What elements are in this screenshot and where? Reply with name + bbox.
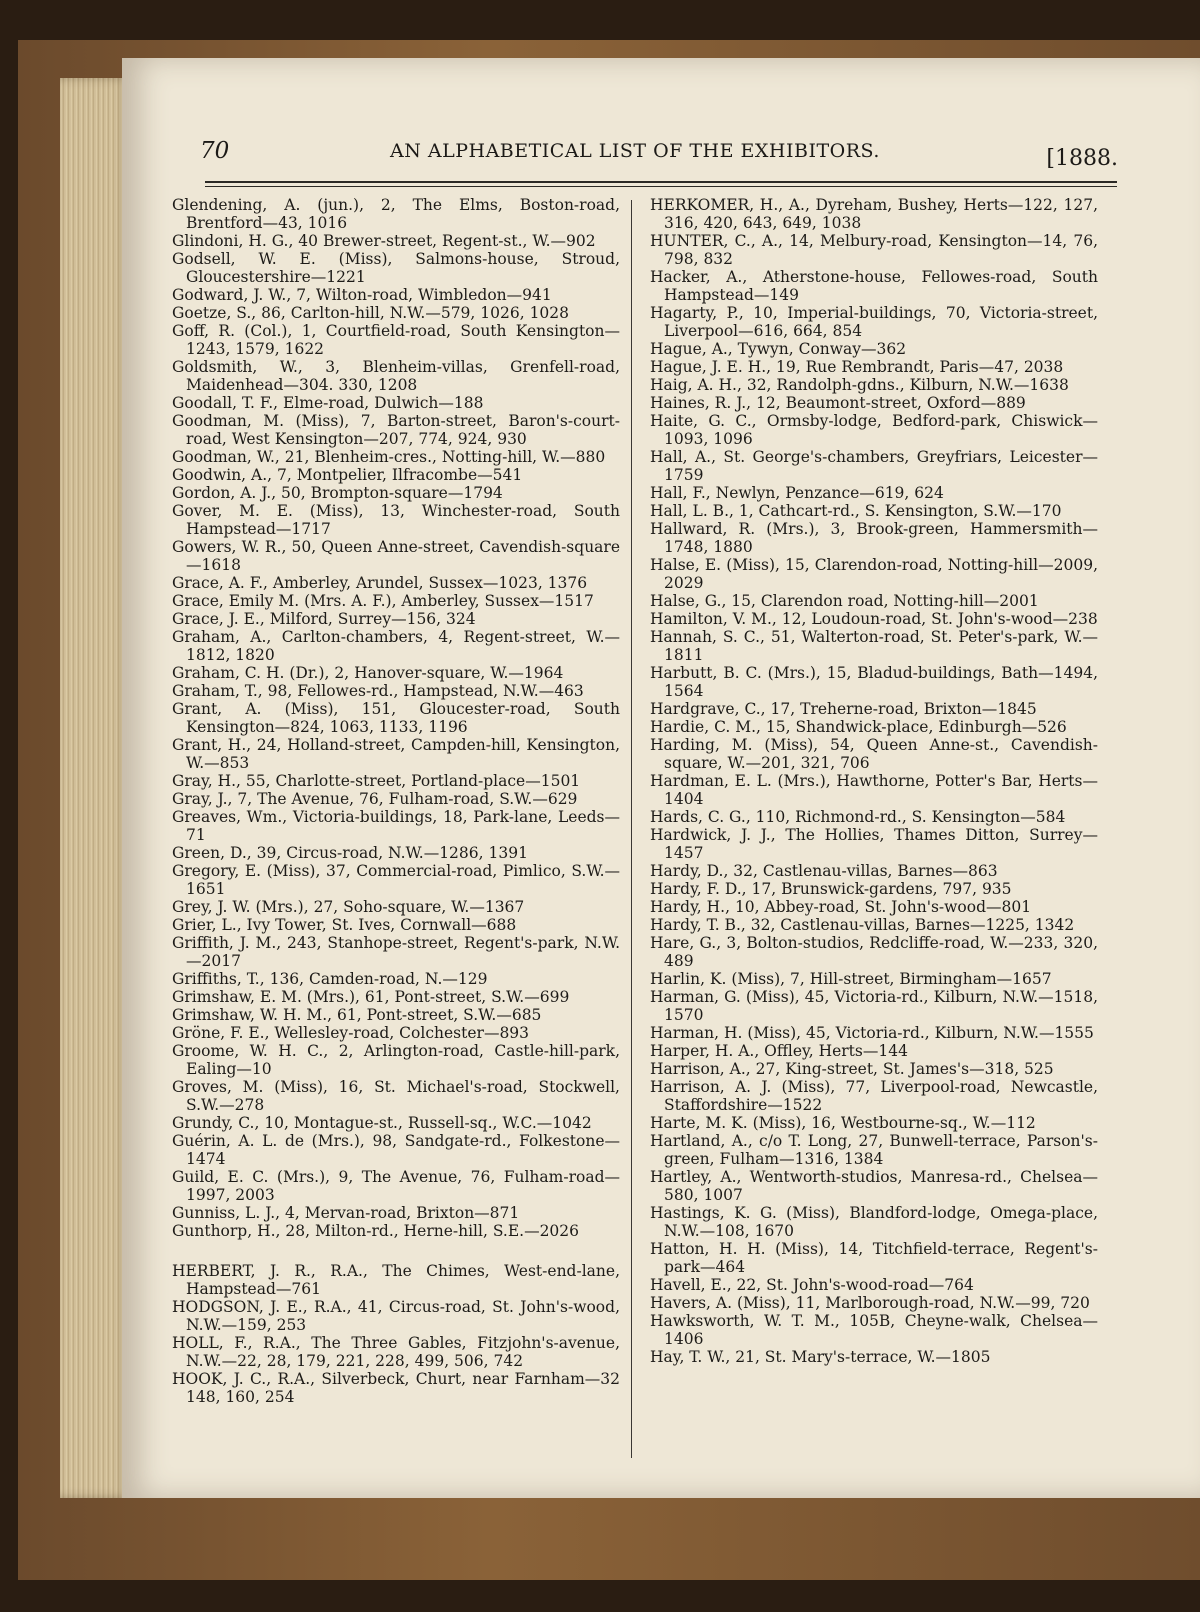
exhibitor-entry: Goodwin, A., 7, Montpelier, Ilfracombe—541 bbox=[172, 466, 523, 484]
exhibitor-entry: Green, D., 39, Circus-road, N.W.—1286, 1391 bbox=[172, 844, 528, 862]
exhibitor-entry: Harlin, K. (Miss), 7, Hill-street, Birmingham—1657 bbox=[650, 970, 1052, 988]
exhibitor-entry: Griffith, J. M., 243, Stanhope-street, Regent's-park, N.W.—2017 bbox=[172, 934, 620, 970]
column-divider bbox=[631, 200, 632, 1458]
right-entry-list bbox=[650, 196, 1098, 1366]
exhibitor-entry: Hardy, D., 32, Castlenau-villas, Barnes—863 bbox=[650, 862, 998, 880]
exhibitor-entry: HERBERT, J. R., R.A., The Chimes, West-end-lane, Hampstead—761 bbox=[172, 1262, 620, 1298]
exhibitor-entry: Hatton, H. H. (Miss), 14, Titchfield-terrace, Regent's-park—464 bbox=[650, 1240, 1098, 1276]
exhibitor-entry: Groome, W. H. C., 2, Arlington-road, Castle-hill-park, Ealing—10 bbox=[172, 1042, 620, 1078]
exhibitor-entry: Hardwick, J. J., The Hollies, Thames Ditton, Surrey—1457 bbox=[650, 826, 1098, 862]
exhibitor-entry: Graham, C. H. (Dr.), 2, Hanover-square, W.—1964 bbox=[172, 664, 564, 682]
exhibitor-entry: HUNTER, C., A., 14, Melbury-road, Kensington—14, 76, 798, 832 bbox=[650, 232, 1098, 268]
exhibitor-entry: Hardy, F. D., 17, Brunswick-gardens, 797, 935 bbox=[650, 880, 1012, 898]
exhibitor-entry: Grace, J. E., Milford, Surrey—156, 324 bbox=[172, 610, 476, 628]
exhibitor-entry: Godward, J. W., 7, Wilton-road, Wimbledon—941 bbox=[172, 286, 552, 304]
exhibitor-entry: Greaves, Wm., Victoria-buildings, 18, Park-lane, Leeds—71 bbox=[172, 808, 620, 844]
exhibitor-entry: Harding, M. (Miss), 54, Queen Anne-st., Cavendish-square, W.—201, 321, 706 bbox=[650, 736, 1098, 772]
exhibitor-entry: Goetze, S., 86, Carlton-hill, N.W.—579, 1026, 1028 bbox=[172, 304, 570, 322]
exhibitor-entry: Hardgrave, C., 17, Treherne-road, Brixton—1845 bbox=[650, 700, 1037, 718]
exhibitor-entry: Hague, J. E. H., 19, Rue Rembrandt, Paris—47, 2038 bbox=[650, 358, 1064, 376]
exhibitor-entry: Hardie, C. M., 15, Shandwick-place, Edinburgh—526 bbox=[650, 718, 1067, 736]
exhibitor-entry: Haite, G. C., Ormsby-lodge, Bedford-park, Chiswick—1093, 1096 bbox=[650, 412, 1098, 448]
exhibitor-entry: Hartley, A., Wentworth-studios, Manresa-rd., Chelsea—580, 1007 bbox=[650, 1168, 1098, 1204]
exhibitor-entry: Hacker, A., Atherstone-house, Fellowes-road, South Hampstead—149 bbox=[650, 268, 1098, 304]
exhibitor-entry: Gunthorp, H., 28, Milton-rd., Herne-hill, S.E.—2026 bbox=[172, 1222, 580, 1240]
exhibitor-entry: Graham, A., Carlton-chambers, 4, Regent-street, W.—1812, 1820 bbox=[172, 628, 620, 664]
exhibitor-entry: Halse, G., 15, Clarendon road, Notting-hill—2001 bbox=[650, 592, 1039, 610]
exhibitor-entry: Harper, H. A., Offley, Herts—144 bbox=[650, 1042, 908, 1060]
exhibitor-entry: Haines, R. J., 12, Beaumont-street, Oxford—889 bbox=[650, 394, 1026, 412]
exhibitor-entry: Hall, L. B., 1, Cathcart-rd., S. Kensington, S.W.—170 bbox=[650, 502, 1062, 520]
exhibitor-entry: Havers, A. (Miss), 11, Marlborough-road, N.W.—99, 720 bbox=[650, 1294, 1090, 1312]
exhibitor-entry: Halse, E. (Miss), 15, Clarendon-road, Notting-hill—2009, 2029 bbox=[650, 556, 1098, 592]
header-rule-thin bbox=[205, 186, 1117, 187]
exhibitor-entry: Hallward, R. (Mrs.), 3, Brook-green, Hammersmith—1748, 1880 bbox=[650, 520, 1098, 556]
exhibitor-entry: Hartland, A., c/o T. Long, 27, Bunwell-terrace, Parson's-green, Fulham—1316, 1384 bbox=[650, 1132, 1098, 1168]
exhibitor-entry: Hamilton, V. M., 12, Loudoun-road, St. John's-wood—238 bbox=[650, 610, 1098, 628]
exhibitor-entry: Groves, M. (Miss), 16, St. Michael's-road, Stockwell, S.W.—278 bbox=[172, 1078, 620, 1114]
exhibitor-entry: HODGSON, J. E., R.A., 41, Circus-road, St. John's-wood, N.W.—159, 253 bbox=[172, 1298, 620, 1334]
exhibitor-entry: Glindoni, H. G., 40 Brewer-street, Regent-st., W.—902 bbox=[172, 232, 596, 250]
exhibitor-entry: Goodall, T. F., Elme-road, Dulwich—188 bbox=[172, 394, 484, 412]
exhibitor-entry: Gordon, A. J., 50, Brompton-square—1794 bbox=[172, 484, 503, 502]
exhibitor-entry: Hannah, S. C., 51, Walterton-road, St. Peter's-park, W.—1811 bbox=[650, 628, 1098, 664]
left-entry-list bbox=[172, 196, 620, 1240]
exhibitor-entry: Hawksworth, W. T. M., 105B, Cheyne-walk, Chelsea—1406 bbox=[650, 1312, 1098, 1348]
exhibitor-entry: Goodman, M. (Miss), 7, Barton-street, Baron's-court-road, West Kensington—207, 774, 924, 930 bbox=[172, 412, 620, 448]
page-number: 70 bbox=[200, 138, 230, 164]
exhibitor-entry: Grundy, C., 10, Montague-st., Russell-sq., W.C.—1042 bbox=[172, 1114, 592, 1132]
exhibitor-entry: HOOK, J. C., R.A., Silverbeck, Churt, near Farnham—32 148, 160, 254 bbox=[172, 1370, 620, 1406]
exhibitor-entry: Grey, J. W. (Mrs.), 27, Soho-square, W.—1367 bbox=[172, 898, 525, 916]
exhibitor-entry: Harrison, A. J. (Miss), 77, Liverpool-road, Newcastle, Staffordshire—1522 bbox=[650, 1078, 1098, 1114]
exhibitor-entry: Goldsmith, W., 3, Blenheim-villas, Grenfell-road, Maidenhead—304. 330, 1208 bbox=[172, 358, 620, 394]
exhibitor-entry: Gray, J., 7, The Avenue, 76, Fulham-road, S.W.—629 bbox=[172, 790, 578, 808]
exhibitor-entry: Grace, A. F., Amberley, Arundel, Sussex—1023, 1376 bbox=[172, 574, 588, 592]
exhibitor-entry: Grace, Emily M. (Mrs. A. F.), Amberley, Sussex—1517 bbox=[172, 592, 594, 610]
page-edges bbox=[60, 78, 130, 1498]
exhibitor-entry: Grimshaw, W. H. M., 61, Pont-street, S.W.—685 bbox=[172, 1006, 542, 1024]
exhibitor-entry: Gray, H., 55, Charlotte-street, Portland-place—1501 bbox=[172, 772, 581, 790]
exhibitor-entry: Hagarty, P., 10, Imperial-buildings, 70, Victoria-street, Liverpool—616, 664, 854 bbox=[650, 304, 1098, 340]
section-gap bbox=[172, 1240, 620, 1262]
exhibitor-entry: Hards, C. G., 110, Richmond-rd., S. Kensington—584 bbox=[650, 808, 1066, 826]
exhibitor-entry: Gover, M. E. (Miss), 13, Winchester-road, South Hampstead—1717 bbox=[172, 502, 620, 538]
exhibitor-entry: Hay, T. W., 21, St. Mary's-terrace, W.—1805 bbox=[650, 1348, 991, 1366]
exhibitor-entry: Graham, T., 98, Fellowes-rd., Hampstead, N.W.—463 bbox=[172, 682, 584, 700]
exhibitor-entry: Gunniss, L. J., 4, Mervan-road, Brixton—871 bbox=[172, 1204, 520, 1222]
exhibitor-entry: Hardy, H., 10, Abbey-road, St. John's-wood—801 bbox=[650, 898, 1032, 916]
exhibitor-entry: Hall, A., St. George's-chambers, Greyfriars, Leicester—1759 bbox=[650, 448, 1098, 484]
exhibitor-entry: Harbutt, B. C. (Mrs.), 15, Bladud-buildings, Bath—1494, 1564 bbox=[650, 664, 1098, 700]
exhibitor-entry: Harman, G. (Miss), 45, Victoria-rd., Kilburn, N.W.—1518, 1570 bbox=[650, 988, 1098, 1024]
exhibitor-entry: Gowers, W. R., 50, Queen Anne-street, Cavendish-square—1618 bbox=[172, 538, 620, 574]
running-title: AN ALPHABETICAL LIST OF THE EXHIBITORS. bbox=[390, 140, 880, 162]
page-header bbox=[200, 138, 1118, 178]
exhibitor-entry: Hastings, K. G. (Miss), Blandford-lodge, Omega-place, N.W.—108, 1670 bbox=[650, 1204, 1098, 1240]
exhibitor-entry: Harrison, A., 27, King-street, St. James's—318, 525 bbox=[650, 1060, 1054, 1078]
exhibitor-entry: Goff, R. (Col.), 1, Courtfield-road, South Kensington—1243, 1579, 1622 bbox=[172, 322, 620, 358]
exhibitor-entry: Griffiths, T., 136, Camden-road, N.—129 bbox=[172, 970, 488, 988]
exhibitor-entry: Guérin, A. L. de (Mrs.), 98, Sandgate-rd., Folkestone—1474 bbox=[172, 1132, 620, 1168]
right-column bbox=[650, 196, 1098, 1486]
exhibitor-entry: Harman, H. (Miss), 45, Victoria-rd., Kilburn, N.W.—1555 bbox=[650, 1024, 1094, 1042]
academician-entry-list bbox=[172, 1262, 620, 1406]
exhibitor-entry: Gregory, E. (Miss), 37, Commercial-road, Pimlico, S.W.—1651 bbox=[172, 862, 620, 898]
exhibitor-entry: HOLL, F., R.A., The Three Gables, Fitzjohn's-avenue, N.W.—22, 28, 179, 221, 228, 499, 506, 742 bbox=[172, 1334, 620, 1370]
exhibitor-entry: Havell, E., 22, St. John's-wood-road—764 bbox=[650, 1276, 974, 1294]
exhibitor-entry: Hall, F., Newlyn, Penzance—619, 624 bbox=[650, 484, 944, 502]
exhibitor-entry: Glendening, A. (jun.), 2, The Elms, Boston-road, Brentford—43, 1016 bbox=[172, 196, 620, 232]
exhibitor-entry: Grant, A. (Miss), 151, Gloucester-road, South Kensington—824, 1063, 1133, 1196 bbox=[172, 700, 620, 736]
exhibitor-entry: Grant, H., 24, Holland-street, Campden-hill, Kensington, W.—853 bbox=[172, 736, 620, 772]
exhibitor-entry: Hardy, T. B., 32, Castlenau-villas, Barnes—1225, 1342 bbox=[650, 916, 1075, 934]
exhibitor-entry: Gröne, F. E., Wellesley-road, Colchester—893 bbox=[172, 1024, 530, 1042]
year-label: [1888. bbox=[1046, 146, 1118, 171]
exhibitor-entry: Haig, A. H., 32, Randolph-gdns., Kilburn, N.W.—1638 bbox=[650, 376, 1069, 394]
exhibitor-entry: Godsell, W. E. (Miss), Salmons-house, Stroud, Gloucestershire—1221 bbox=[172, 250, 620, 286]
exhibitor-entry: Hare, G., 3, Bolton-studios, Redcliffe-road, W.—233, 320, 489 bbox=[650, 934, 1098, 970]
exhibitor-entry: Harte, M. K. (Miss), 16, Westbourne-sq., W.—112 bbox=[650, 1114, 1036, 1132]
header-rule bbox=[205, 181, 1117, 183]
exhibitor-entry: Hardman, E. L. (Mrs.), Hawthorne, Potter's Bar, Herts—1404 bbox=[650, 772, 1098, 808]
exhibitor-entry: Hague, A., Tywyn, Conway—362 bbox=[650, 340, 907, 358]
exhibitor-entry: Guild, E. C. (Mrs.), 9, The Avenue, 76, Fulham-road—1997, 2003 bbox=[172, 1168, 620, 1204]
exhibitor-entry: Grimshaw, E. M. (Mrs.), 61, Pont-street, S.W.—699 bbox=[172, 988, 570, 1006]
exhibitor-entry: Grier, L., Ivy Tower, St. Ives, Cornwall—688 bbox=[172, 916, 517, 934]
exhibitor-entry: HERKOMER, H., A., Dyreham, Bushey, Herts—122, 127, 316, 420, 643, 649, 1038 bbox=[650, 196, 1098, 232]
left-column bbox=[172, 196, 620, 1486]
exhibitor-entry: Goodman, W., 21, Blenheim-cres., Notting-hill, W.—880 bbox=[172, 448, 606, 466]
